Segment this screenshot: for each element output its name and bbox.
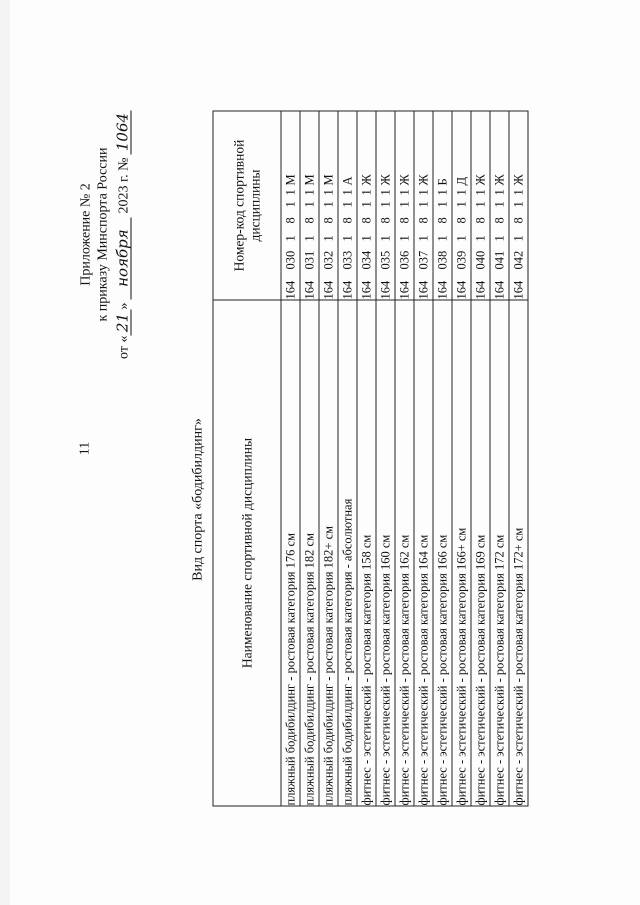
- discipline-code: [395, 111, 414, 300]
- code-part: 1: [321, 189, 336, 196]
- code-part: М: [302, 174, 317, 186]
- code-part: 1: [454, 235, 469, 242]
- appendix-title: Приложение № 2: [78, 183, 94, 286]
- code-part: 1: [511, 235, 526, 242]
- table-row: [338, 111, 357, 806]
- code-part: 1: [340, 235, 355, 242]
- code-part: 8: [492, 217, 507, 224]
- code-part: 032: [321, 250, 336, 270]
- discipline-code: [357, 111, 376, 300]
- discipline-name: пляжный бодибилдинг - ростовая категория 182+ см: [319, 300, 338, 806]
- code-part: 164: [302, 280, 317, 300]
- discipline-name: пляжный бодибилдинг - ростовая категория 182 см: [300, 300, 319, 806]
- code-part: 1: [416, 235, 431, 242]
- code-part: 031: [302, 250, 317, 270]
- code-part: 1: [416, 201, 431, 208]
- code-part: 1: [435, 235, 450, 242]
- code-part: 038: [435, 250, 450, 270]
- date-year: 2023 г. №: [116, 157, 132, 214]
- code-part: М: [321, 174, 336, 186]
- discipline-code: [376, 111, 395, 300]
- discipline-name: фитнес - эстетический - ростовая категория 166+ см: [452, 300, 471, 806]
- discipline-name: фитнес - эстетический - ростовая категория 164 см: [414, 300, 433, 806]
- discipline-name: фитнес - эстетический - ростовая категория 160 см: [376, 300, 395, 806]
- discipline-code: [414, 111, 433, 300]
- code-part: 1: [454, 201, 469, 208]
- code-part: Ж: [397, 174, 412, 186]
- code-header-line1: Номер-код спортивной: [231, 139, 246, 272]
- discipline-name: фитнес - эстетический - ростовая категория 172+ см: [509, 300, 528, 806]
- code-part: 164: [511, 280, 526, 300]
- appendix-header: [78, 85, 132, 385]
- date-day-handwritten: 21: [116, 310, 132, 336]
- code-part: 1: [492, 201, 507, 208]
- code-part: 8: [359, 217, 374, 224]
- column-header-name: Наименование спортивной дисциплины: [213, 300, 281, 806]
- code-part: 039: [454, 250, 469, 270]
- discipline-name: фитнес - эстетический - ростовая категория 172 см: [490, 300, 509, 806]
- code-part: 164: [397, 280, 412, 300]
- disciplines-table: [213, 111, 529, 807]
- order-reference: к приказу Минспорта России: [95, 147, 111, 322]
- table-row: [376, 111, 395, 806]
- date-prefix: от «: [116, 335, 132, 359]
- discipline-name: пляжный бодибилдинг - ростовая категория 176 см: [281, 300, 300, 806]
- table-row: [319, 111, 338, 806]
- code-part: 1: [397, 201, 412, 208]
- code-part: 1: [473, 189, 488, 196]
- code-part: 037: [416, 250, 431, 270]
- discipline-name: фитнес - эстетический - ростовая категория 169 см: [471, 300, 490, 806]
- table-header-row: [213, 111, 281, 806]
- code-part: 041: [492, 250, 507, 270]
- code-part: 8: [397, 217, 412, 224]
- code-part: 1: [492, 189, 507, 196]
- discipline-code: [281, 111, 300, 300]
- table-row: [281, 111, 300, 806]
- code-part: 1: [283, 201, 298, 208]
- code-part: 1: [416, 189, 431, 196]
- code-part: 8: [302, 217, 317, 224]
- column-header-code: [213, 111, 281, 300]
- discipline-code: [490, 111, 509, 300]
- code-part: Ж: [416, 174, 431, 186]
- table-row: [300, 111, 319, 806]
- code-part: 1: [302, 235, 317, 242]
- code-part: 1: [435, 189, 450, 196]
- code-part: 1: [321, 201, 336, 208]
- rotated-content: [1, 0, 640, 905]
- code-part: 8: [416, 217, 431, 224]
- code-part: 042: [511, 250, 526, 270]
- code-part: 1: [340, 201, 355, 208]
- code-part: 034: [359, 250, 374, 270]
- discipline-code: [471, 111, 490, 300]
- code-part: 1: [359, 189, 374, 196]
- code-part: 1: [283, 189, 298, 196]
- code-part: 1: [302, 201, 317, 208]
- code-part: Д: [454, 176, 469, 186]
- table-row: [414, 111, 433, 806]
- code-part: А: [340, 176, 355, 186]
- table-row: [395, 111, 414, 806]
- code-part: 1: [359, 201, 374, 208]
- code-part: 8: [435, 217, 450, 224]
- code-part: 164: [435, 280, 450, 300]
- table-row: [509, 111, 528, 806]
- table-row: [357, 111, 376, 806]
- code-part: 1: [511, 201, 526, 208]
- table-row: [433, 111, 452, 806]
- code-part: 1: [435, 201, 450, 208]
- discipline-code: [433, 111, 452, 300]
- code-part: М: [283, 174, 298, 186]
- table-row: [452, 111, 471, 806]
- code-part: 164: [321, 280, 336, 300]
- code-part: 8: [473, 217, 488, 224]
- code-part: 1: [492, 235, 507, 242]
- code-part: Ж: [492, 174, 507, 186]
- code-part: 8: [511, 217, 526, 224]
- discipline-code: [338, 111, 357, 300]
- discipline-code: [300, 111, 319, 300]
- discipline-name: фитнес - эстетический - ростовая категория 158 см: [357, 300, 376, 806]
- code-part: 8: [378, 217, 393, 224]
- code-part: 164: [473, 280, 488, 300]
- code-part: 1: [378, 201, 393, 208]
- code-part: Ж: [359, 174, 374, 186]
- code-part: Б: [435, 178, 450, 186]
- table-body: [281, 111, 528, 806]
- code-part: 1: [378, 189, 393, 196]
- code-part: Ж: [511, 174, 526, 186]
- sport-title: Вид спорта «бодибилдинг»: [190, 418, 206, 581]
- code-part: Ж: [378, 174, 393, 186]
- order-date-line: [113, 85, 133, 385]
- code-part: 036: [397, 250, 412, 270]
- discipline-code: [319, 111, 338, 300]
- code-part: 1: [340, 189, 355, 196]
- code-part: 035: [378, 250, 393, 270]
- table-row: [471, 111, 490, 806]
- code-part: 1: [473, 235, 488, 242]
- code-part: 1: [397, 189, 412, 196]
- discipline-name: фитнес - эстетический - ростовая категория 166 см: [433, 300, 452, 806]
- code-part: 8: [321, 217, 336, 224]
- code-part: 1: [397, 235, 412, 242]
- code-header-line2: дисциплины: [247, 169, 262, 242]
- code-part: 164: [359, 280, 374, 300]
- code-part: 164: [492, 280, 507, 300]
- discipline-name: пляжный бодибилдинг - ростовая категория - абсолютная: [338, 300, 357, 806]
- code-part: 164: [340, 280, 355, 300]
- code-part: 033: [340, 250, 355, 270]
- code-part: 030: [283, 250, 298, 270]
- code-part: Ж: [473, 174, 488, 186]
- page-number: 11: [77, 441, 93, 456]
- date-month-handwritten: ноября: [116, 217, 132, 299]
- code-part: 164: [378, 280, 393, 300]
- code-part: 1: [378, 235, 393, 242]
- discipline-code: [509, 111, 528, 300]
- table-row: [490, 111, 509, 806]
- code-part: 040: [473, 250, 488, 270]
- code-part: 8: [454, 217, 469, 224]
- code-part: 1: [473, 201, 488, 208]
- code-part: 1: [302, 189, 317, 196]
- code-part: 164: [454, 280, 469, 300]
- code-part: 8: [283, 217, 298, 224]
- date-mid: »: [116, 302, 132, 310]
- order-number-handwritten: 1064: [116, 110, 132, 154]
- code-part: 164: [416, 280, 431, 300]
- code-part: 1: [283, 235, 298, 242]
- discipline-code: [452, 111, 471, 300]
- code-part: 1: [511, 189, 526, 196]
- code-part: 8: [340, 217, 355, 224]
- code-part: 1: [321, 235, 336, 242]
- code-part: 164: [283, 280, 298, 300]
- code-part: 1: [454, 189, 469, 196]
- discipline-name: фитнес - эстетический - ростовая категория 162 см: [395, 300, 414, 806]
- code-part: 1: [359, 235, 374, 242]
